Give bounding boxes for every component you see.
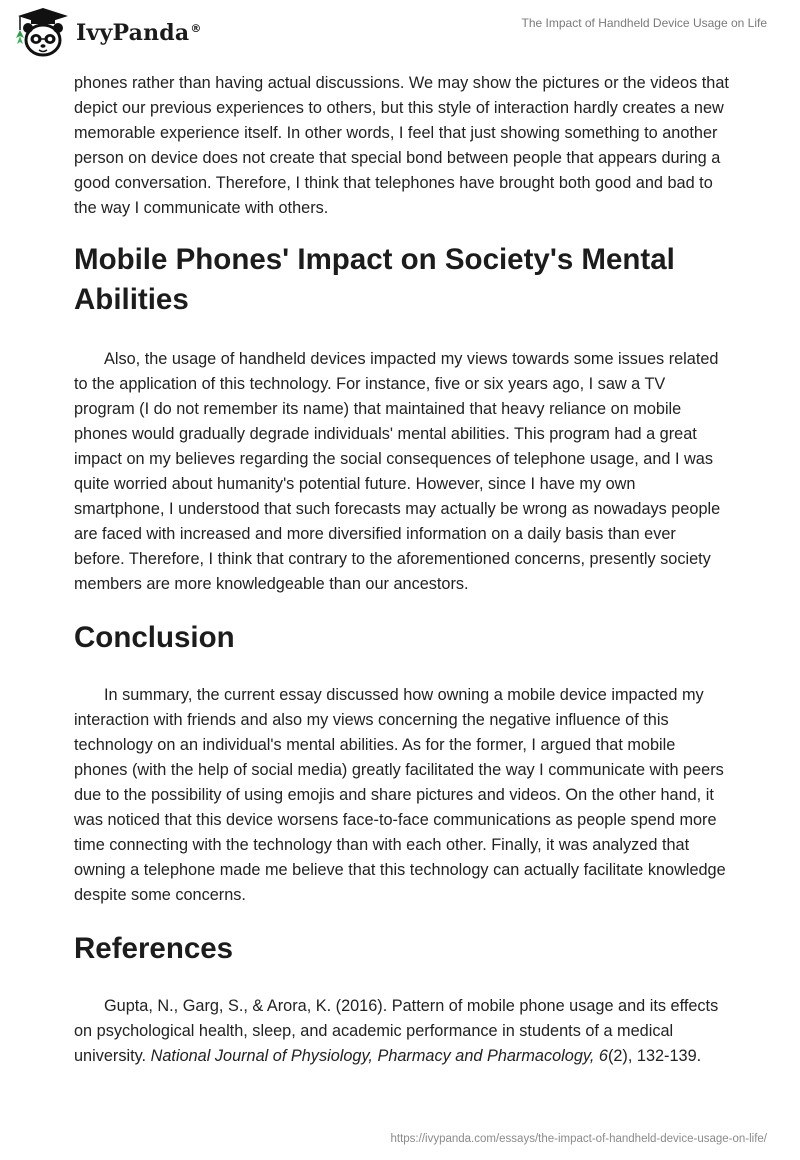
- reference-entry: [74, 994, 730, 1069]
- references-heading: References: [74, 932, 234, 965]
- intro-paragraph: phones rather than having actual discussions. We may show the pictures or the videos that depict our previous experiences to others, but this style of interaction hardly creates a new memorable experience itself. In other words, I feel that just showing something to another person on device does not create that special bond between people that appears during a good conversation. Therefore, I think that telephones have brought both good and bad to the way I communicate with others.: [74, 74, 729, 217]
- brand-name: IvyPanda®: [76, 20, 202, 46]
- section-heading-conclusion: Conclusion: [74, 621, 235, 654]
- essay-content: [74, 71, 730, 1069]
- registered-mark: ®: [190, 21, 202, 35]
- reference-authors-title: Gupta, N., Garg, S., & Arora, K. (2016). Pattern of mobile phone usage and its effects on psychological health, sleep, and academic performance in students of a medical university.: [74, 997, 719, 1065]
- reference-issue: (2),: [607, 1047, 633, 1065]
- page-header: [0, 0, 800, 70]
- source-url[interactable]: https://ivypanda.com/essays/the-impact-of-handheld-device-usage-on-life/: [390, 1133, 767, 1145]
- running-title: The Impact of Handheld Device Usage on Life: [521, 16, 767, 30]
- section-paragraph-conclusion: In summary, the current essay discussed how owning a mobile device impacted my interaction with friends and also my views concerning the negative influence of this technology on an individual's mental abilities. As for the former, I argued that mobile phones (with the help of social media) greatly facilitated the way I communicate with peers due to the possibility of using emojis and share pictures and videos. On the other hand, it was noticed that this device worsens face-to-face communications as people spend more time connecting with the technology than with each other. Finally, it was analyzed that owning a telephone made me believe that this technology can actually facilitate knowledge despite some concerns.: [74, 686, 726, 904]
- reference-journal: National Journal of Physiology, Pharmacy and Pharmacology, 6: [150, 1047, 608, 1065]
- section-paragraph-mental-abilities: Also, the usage of handheld devices impacted my views towards some issues related to the application of this technology. For instance, five or six years ago, I saw a TV program (I do not remember its name) that maintained that heavy reliance on mobile phones would gradually degrade individuals' mental abilities. This program had a great impact on my believes regarding the social consequences of telephone usage, and I was quite worried about humanity's potential future. However, since I have my own smartphone, I understood that such forecasts may actually be wrong as nowadays people are faced with increased and more diversified information on a daily basis than ever before. Therefore, I think that contrary to the aforementioned concerns, presently society members are more knowledgeable than our ancestors.: [74, 350, 721, 593]
- section-heading-mental-abilities: Mobile Phones' Impact on Society's Mental Abilities: [74, 243, 675, 316]
- ivypanda-logo[interactable]: [14, 6, 202, 60]
- panda-graduate-icon: [14, 6, 72, 60]
- reference-pages: 132-139.: [632, 1047, 702, 1065]
